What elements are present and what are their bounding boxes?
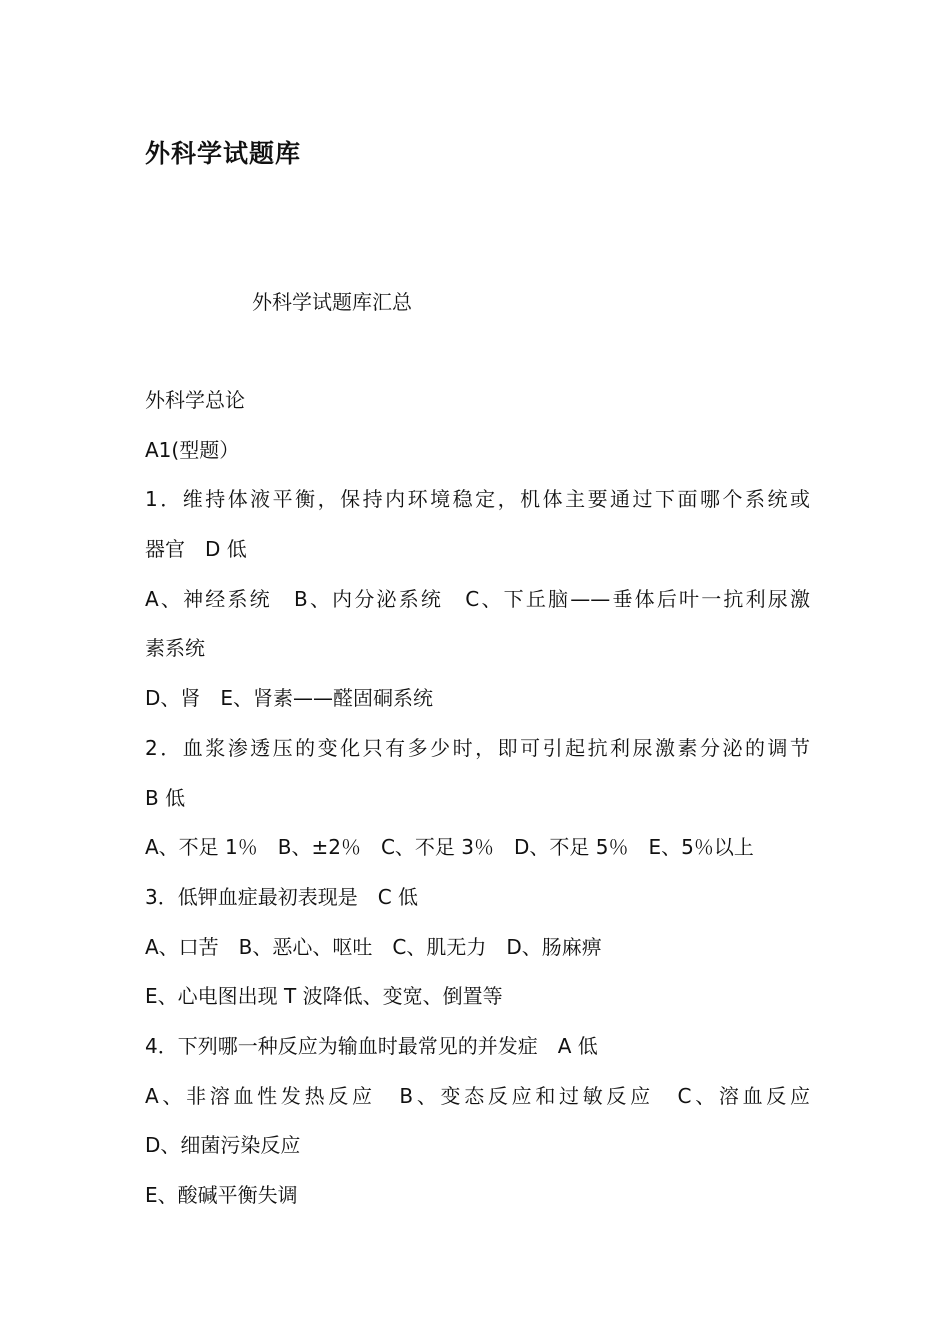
question-1-stem-continued: 器官 D 低 <box>145 537 247 562</box>
question-1-options: A、神经系统 B、内分泌系统 C、下丘脑——垂体后叶一抗利尿激 <box>145 586 810 611</box>
question-4-options: A、非溶血性发热反应 B、变态反应和过敏反应 C、溶血反应 <box>145 1083 810 1108</box>
document-body <box>145 382 810 1227</box>
question-1-options-more: D、肾 E、肾素——醛固硐系统 <box>145 686 434 711</box>
question-4-options-more: E、酸碱平衡失调 <box>145 1183 298 1207</box>
question-1-options-continued: 素系统 <box>145 636 205 661</box>
question-3-stem: 3．低钾血症最初表现是 C 低 <box>145 884 419 909</box>
question-1-stem: 1．维持体液平衡，保持内环境稳定，机体主要通过下面哪个系统或 <box>145 487 810 512</box>
question-4-stem: 4．下列哪一种反应为输血时最常见的并发症 A 低 <box>145 1033 598 1058</box>
document-title: 外科学试题库 <box>145 139 302 168</box>
question-2-stem-continued: B 低 <box>145 785 186 810</box>
question-3-options-continued: E、心电图出现 T 波降低、变宽、倒置等 <box>145 984 503 1009</box>
document-subtitle: 外科学试题库汇总 <box>252 290 412 314</box>
question-3-options: A、口苦 B、恶心、呕吐 C、肌无力 D、肠麻痹 <box>145 934 602 959</box>
section-heading: 外科学总论 <box>145 388 245 412</box>
question-2-stem: 2．血浆渗透压的变化只有多少时，即可引起抗利尿激素分泌的调节 <box>145 735 810 760</box>
question-2-options: A、不足 1％ B、±2％ C、不足 3％ D、不足 5％ E、5％以上 <box>145 835 754 860</box>
question-4-options-continued: D、细菌污染反应 <box>145 1133 301 1158</box>
question-type-heading: A1(型题） <box>145 437 240 462</box>
